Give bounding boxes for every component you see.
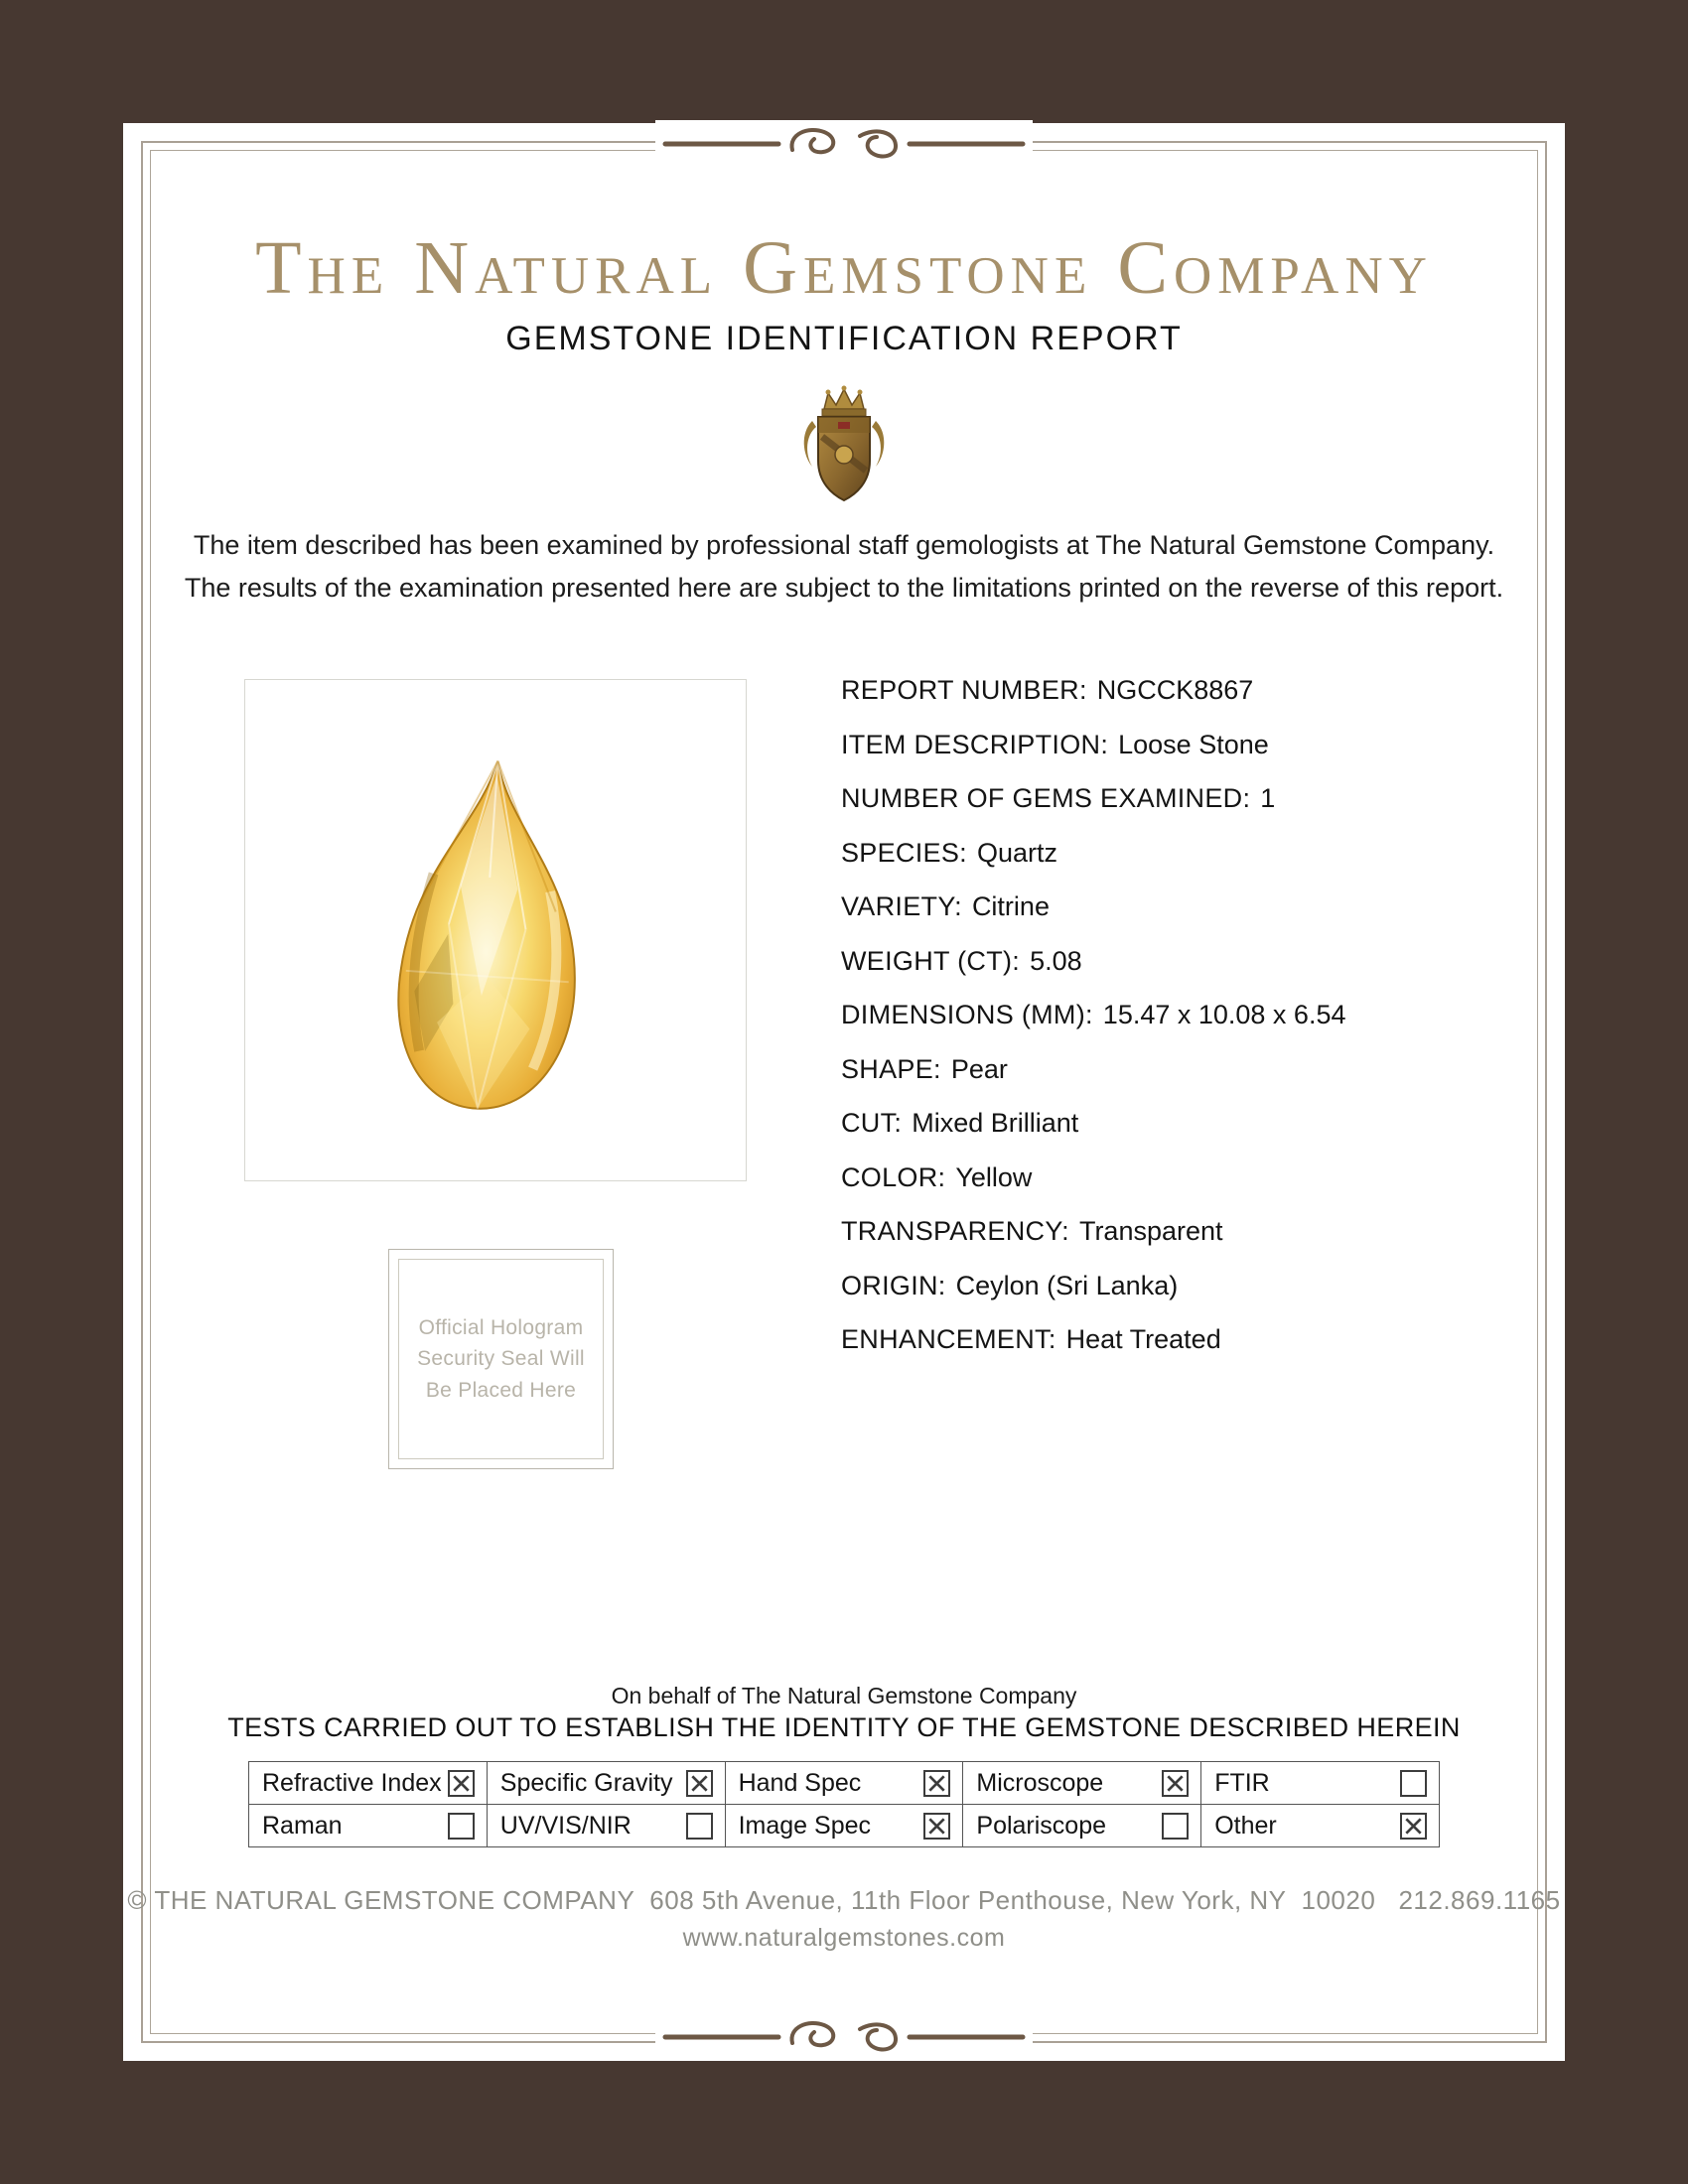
test-label: Other xyxy=(1214,1811,1277,1840)
test-cell xyxy=(249,1762,488,1805)
report-subtitle: GEMSTONE IDENTIFICATION REPORT xyxy=(505,320,1183,357)
test-cell xyxy=(726,1805,964,1847)
field-value: Pear xyxy=(950,1053,1008,1084)
report-field-row xyxy=(841,1161,1345,1192)
gem-photo-box xyxy=(244,679,747,1181)
footer-address: © THE NATURAL GEMSTONE COMPANY 608 5th Avenue, 11th Floor Penthouse, New York, NY 10020 212.869.1165 xyxy=(127,1885,1561,1915)
field-value: 15.47 x 10.08 x 6.54 xyxy=(1102,1000,1346,1029)
footer-website: www.naturalgemstones.com xyxy=(682,1924,1006,1952)
report-field-row xyxy=(841,1326,1345,1353)
checkbox-icon xyxy=(923,1770,950,1797)
report-field-row xyxy=(841,1270,1345,1300)
test-cell xyxy=(488,1805,726,1847)
checkbox-icon xyxy=(448,1813,475,1840)
hologram-seal-box xyxy=(388,1249,614,1469)
test-cell xyxy=(963,1762,1201,1805)
report-field-row xyxy=(841,1110,1345,1137)
checkbox-icon xyxy=(686,1813,713,1840)
test-label: UV/VIS/NIR xyxy=(499,1811,632,1840)
test-label: FTIR xyxy=(1214,1768,1270,1797)
field-value: Transparent xyxy=(1078,1216,1223,1246)
field-label: TRANSPARENCY: xyxy=(841,1216,1069,1246)
test-label: Raman xyxy=(262,1811,343,1840)
company-crest-icon xyxy=(792,383,896,515)
pear-gem-image xyxy=(245,680,746,1180)
test-cell xyxy=(726,1762,964,1805)
hologram-seal-inner xyxy=(398,1259,604,1459)
tests-heading: TESTS CARRIED OUT TO ESTABLISH THE IDENTITY OF THE GEMSTONE DESCRIBED HEREIN xyxy=(227,1712,1461,1742)
report-field-row xyxy=(841,1218,1345,1245)
report-field-row xyxy=(841,729,1345,759)
test-cell xyxy=(1201,1805,1440,1847)
test-label: Refractive Index xyxy=(262,1768,442,1797)
report-fields xyxy=(841,677,1345,1381)
scroll-flourish-icon xyxy=(655,120,1033,168)
on-behalf-text: On behalf of The Natural Gemstone Company xyxy=(611,1683,1077,1708)
test-label: Image Spec xyxy=(738,1811,872,1840)
hologram-line: Official Hologram xyxy=(418,1315,584,1339)
report-field-row xyxy=(841,945,1345,976)
field-value: Ceylon (Sri Lanka) xyxy=(955,1270,1179,1300)
field-label: NUMBER OF GEMS EXAMINED: xyxy=(841,783,1251,813)
hologram-line: Security Seal Will xyxy=(417,1347,585,1371)
hologram-line: Be Placed Here xyxy=(425,1378,577,1402)
field-label: DIMENSIONS (MM): xyxy=(841,1000,1093,1029)
test-label: Microscope xyxy=(976,1768,1104,1797)
field-label: CUT: xyxy=(841,1108,903,1138)
field-value: Yellow xyxy=(955,1161,1033,1192)
field-value: 5.08 xyxy=(1030,945,1082,976)
checkbox-icon xyxy=(1400,1813,1427,1840)
test-label: Specific Gravity xyxy=(499,1768,673,1797)
certificate-card xyxy=(123,123,1565,2061)
field-value: 1 xyxy=(1260,783,1276,813)
intro-paragraph xyxy=(123,524,1565,610)
report-field-row xyxy=(841,677,1345,704)
test-label: Hand Spec xyxy=(738,1768,862,1797)
bottom-flourish xyxy=(655,2013,1033,2061)
tests-table xyxy=(248,1761,1440,1847)
checkbox-icon xyxy=(448,1770,475,1797)
checkbox-icon xyxy=(923,1813,950,1840)
test-cell xyxy=(249,1805,488,1847)
report-field-row xyxy=(841,1053,1345,1084)
top-flourish xyxy=(655,120,1033,168)
field-label: WEIGHT (CT): xyxy=(841,945,1021,976)
company-title: The Natural Gemstone Company xyxy=(255,226,1433,310)
checkbox-icon xyxy=(1162,1770,1189,1797)
checkbox-icon xyxy=(1400,1770,1427,1797)
field-label: ITEM DESCRIPTION: xyxy=(841,729,1109,759)
field-label: VARIETY: xyxy=(841,891,962,921)
intro-line-2: The results of the examination presented here are subject to the limitations printed on the reverse of this report. xyxy=(184,573,1504,604)
field-value: Loose Stone xyxy=(1118,729,1269,759)
field-label: REPORT NUMBER: xyxy=(841,675,1087,705)
checkbox-icon xyxy=(1162,1813,1189,1840)
field-label: COLOR: xyxy=(841,1161,946,1192)
field-label: SPECIES: xyxy=(841,837,967,868)
intro-line-1: The item described has been examined by professional staff gemologists at The Natural Gemstone Company. xyxy=(193,530,1495,560)
scroll-flourish-icon xyxy=(655,2013,1033,2061)
field-value: Heat Treated xyxy=(1065,1324,1221,1354)
report-field-row xyxy=(841,837,1345,868)
report-field-row xyxy=(841,785,1345,812)
test-label: Polariscope xyxy=(976,1811,1107,1840)
test-cell xyxy=(963,1805,1201,1847)
checkbox-icon xyxy=(686,1770,713,1797)
report-field-row xyxy=(841,893,1345,920)
report-field-row xyxy=(841,1002,1345,1028)
field-label: ENHANCEMENT: xyxy=(841,1324,1056,1354)
test-cell xyxy=(1201,1762,1440,1805)
field-label: ORIGIN: xyxy=(841,1270,946,1300)
field-value: Quartz xyxy=(976,837,1057,868)
field-value: Citrine xyxy=(971,891,1050,921)
field-value: Mixed Brilliant xyxy=(912,1108,1079,1138)
field-value: NGCCK8867 xyxy=(1096,675,1254,705)
test-cell xyxy=(488,1762,726,1805)
field-label: SHAPE: xyxy=(841,1053,941,1084)
